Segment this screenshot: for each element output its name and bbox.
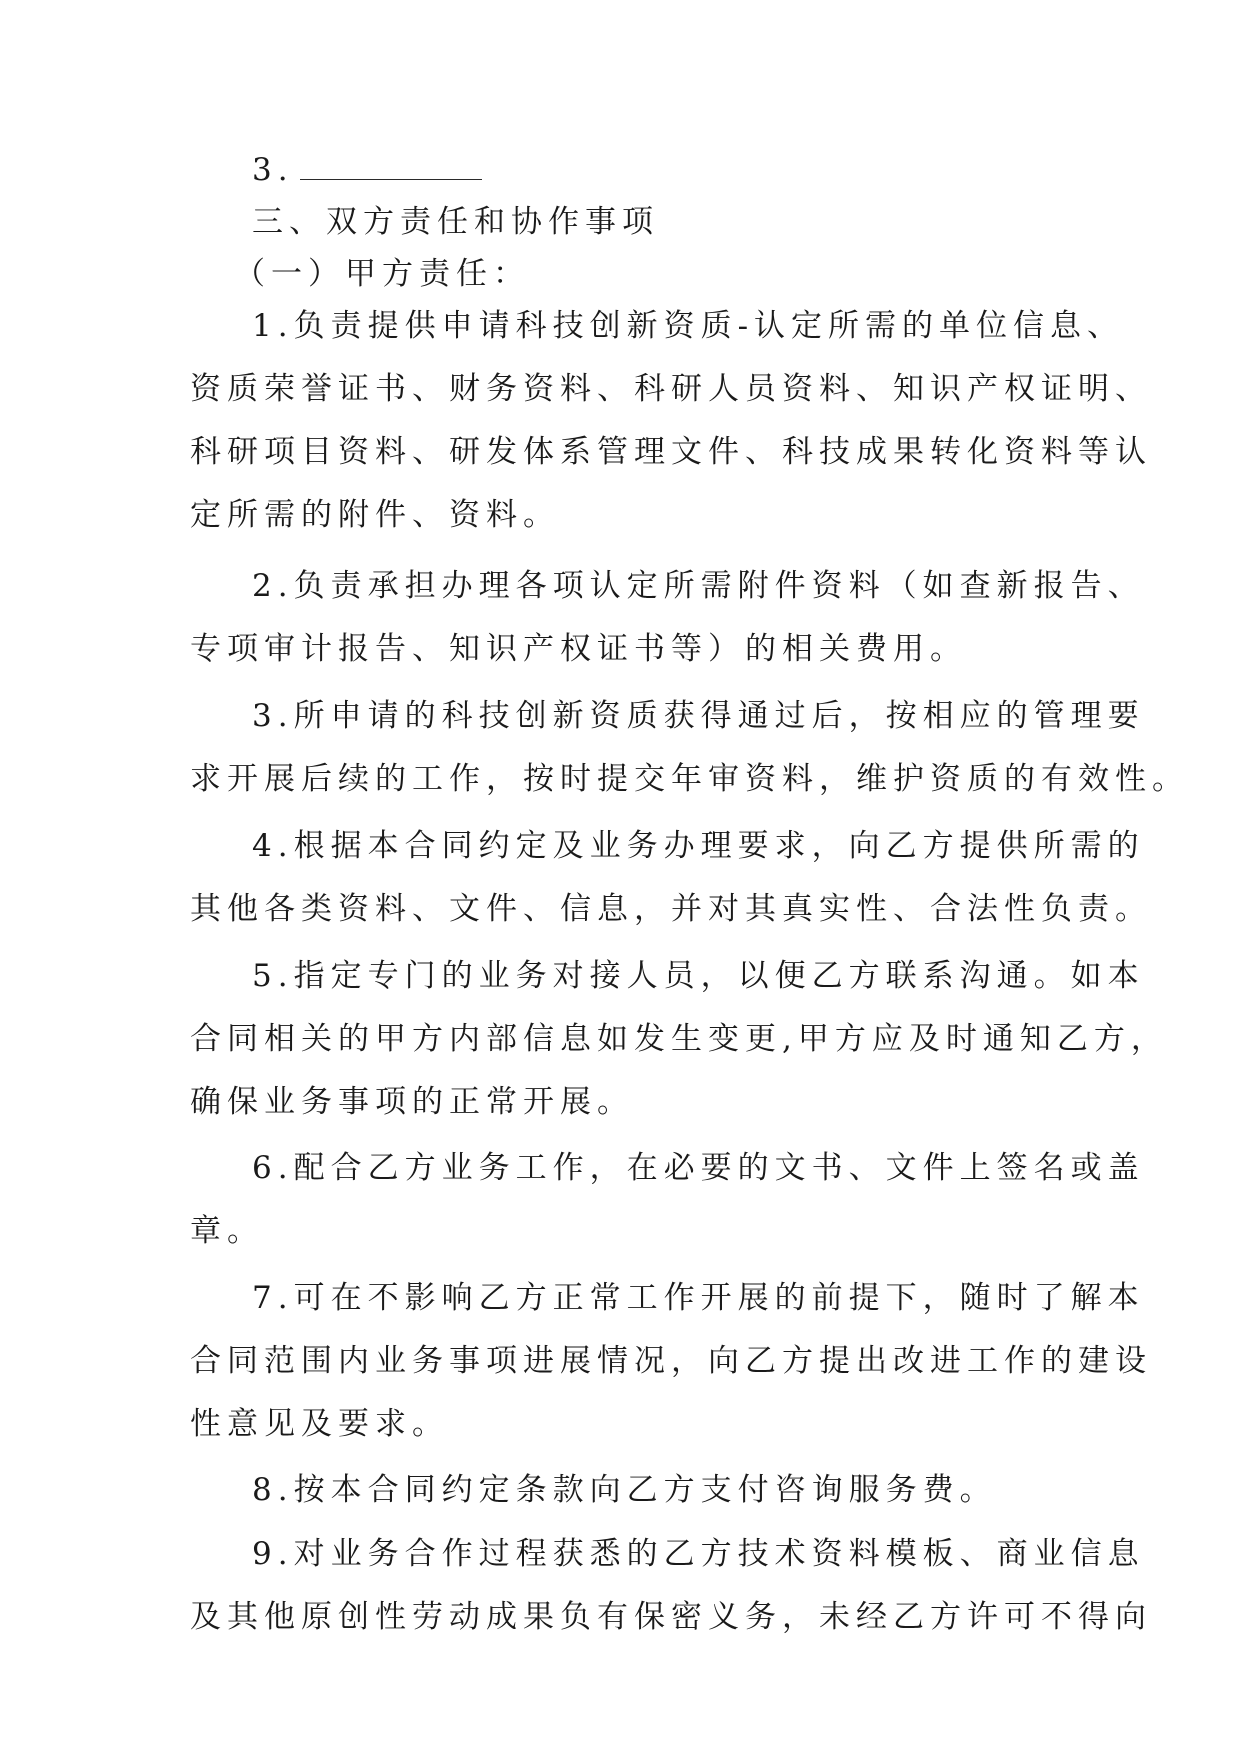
section-heading: 三、双方责任和协作事项 — [252, 204, 659, 240]
paragraph-2: 2.负责承担办理各项认定所需附件资料（如查新报告、 专项审计报告、知识产权证书等）的相关费用。 — [190, 568, 1145, 667]
subsection-heading: （一）甲方责任： — [234, 256, 530, 292]
paragraph-6: 6.配合乙方业务工作，在必要的文书、文件上签名或盖 章。 — [190, 1150, 1145, 1249]
paragraph-8: 8.按本合同约定条款向乙方支付咨询服务费。 — [252, 1472, 997, 1508]
paragraph-9: 9.对业务合作过程获悉的乙方技术资料模板、商业信息 及其他原创性劳动成果负有保密义务，未经乙方许可不得向 — [190, 1536, 1152, 1635]
paragraph-7: 7.可在不影响乙方正常工作开展的前提下，随时了解本 合同范围内业务事项进展情况，向乙方提出改进工作的建设 性意见及要求。 — [190, 1280, 1152, 1442]
paragraph-3: 3.所申请的科技创新资质获得通过后，按相应的管理要 求开展后续的工作，按时提交年审资料，维护资质的有效性。 — [190, 698, 1189, 797]
paragraph-4: 4.根据本合同约定及业务办理要求，向乙方提供所需的 其他各类资料、文件、信息，并对其真实性、合法性负责。 — [190, 828, 1152, 927]
paragraph-1: 1.负责提供申请科技创新资质-认定所需的单位信息、 资质荣誉证书、财务资料、科研人员资料、知识产权证明、 科研项目资料、研发体系管理文件、科技成果转化资料等认 定所需的附件、资料。 — [190, 308, 1152, 533]
item-number: 3. — [252, 152, 294, 188]
paragraph-5: 5.指定专门的业务对接人员，以便乙方联系沟通。如本 合同相关的甲方内部信息如发生变更,甲方应及时通知乙方， 确保业务事项的正常开展。 — [190, 958, 1168, 1120]
fill-in-blank — [300, 157, 482, 180]
